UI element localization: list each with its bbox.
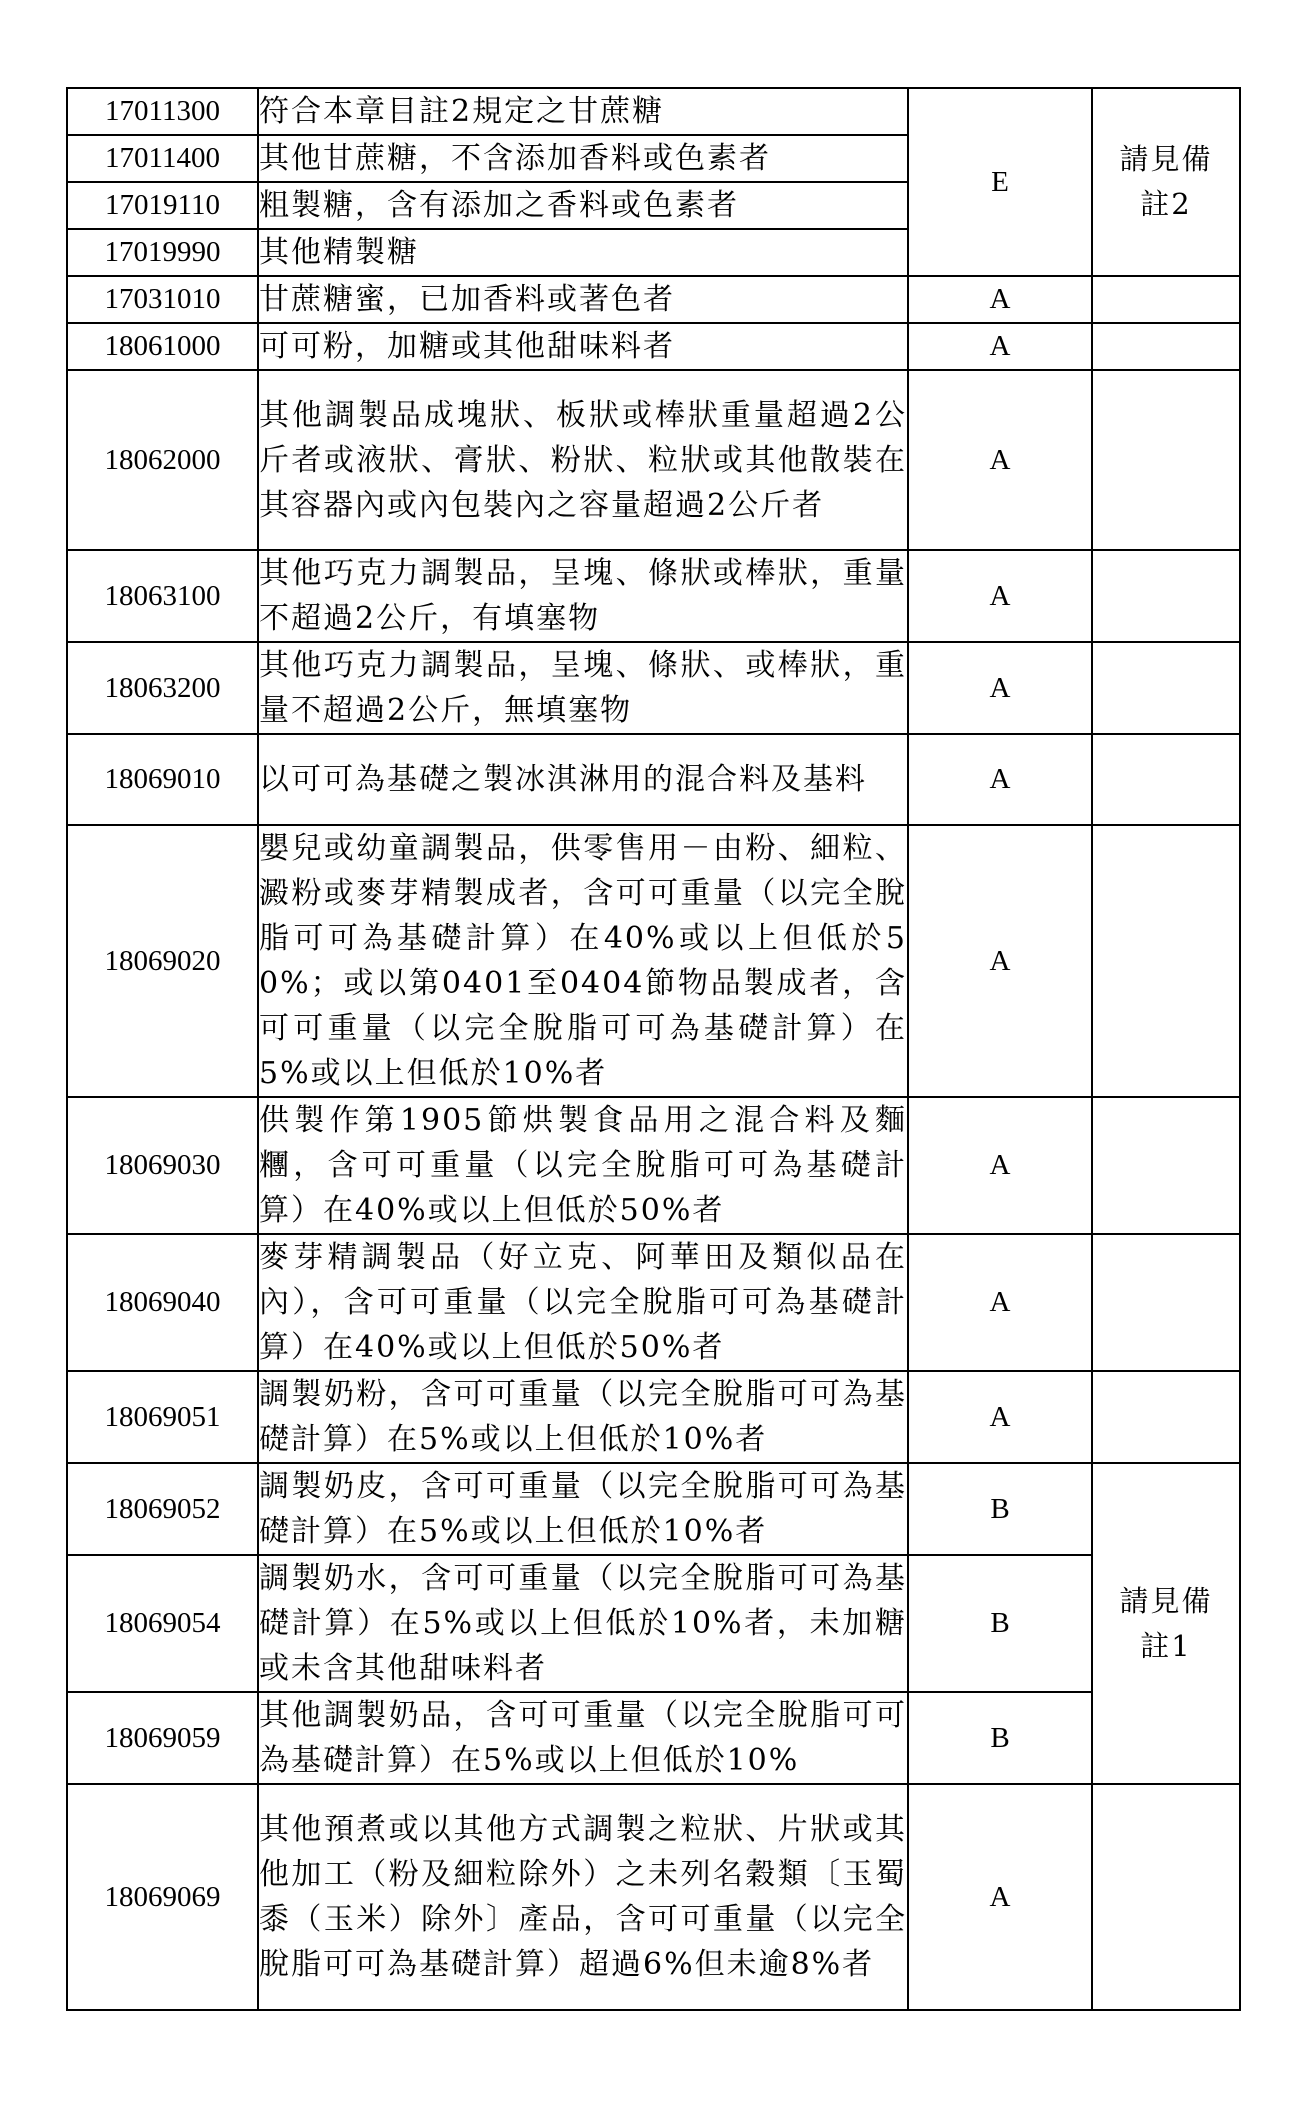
note-cell — [1092, 1463, 1240, 1784]
table-row — [67, 1692, 1240, 1784]
table-row — [67, 550, 1240, 642]
note-cell — [1092, 1371, 1240, 1463]
table-row — [67, 1371, 1240, 1463]
note-cell — [1092, 370, 1240, 550]
note-text-line: 註2 — [1140, 187, 1192, 221]
note-cell — [1092, 88, 1240, 276]
item-description: 甘蔗糖蜜，已加香料或著色者 — [258, 276, 908, 323]
item-description: 其他預煮或以其他方式調製之粒狀、片狀或其他加工（粉及細粒除外）之未列名穀類〔玉蜀黍（玉米）除外〕產品，含可可重量（以完全脫脂可可為基礎計算）超過6%但未逾8%者 — [258, 1784, 908, 2010]
item-description: 其他甘蔗糖，不含添加香料或色素者 — [258, 135, 908, 182]
category-cell: A — [908, 550, 1092, 642]
item-description: 其他調製奶品，含可可重量（以完全脫脂可可為基礎計算）在5%或以上但低於10% — [258, 1692, 908, 1784]
tariff-code: 18063200 — [67, 642, 258, 734]
item-description: 麥芽精調製品（好立克、阿華田及類似品在內），含可可重量（以完全脫脂可可為基礎計算）在40%或以上但低於50%者 — [258, 1234, 908, 1371]
category-cell: A — [908, 276, 1092, 323]
tariff-code: 18069052 — [67, 1463, 258, 1555]
category-cell: A — [908, 370, 1092, 550]
category-cell: B — [908, 1555, 1092, 1692]
table-row — [67, 276, 1240, 323]
table-row — [67, 734, 1240, 825]
note-cell — [1092, 825, 1240, 1097]
item-description: 粗製糖，含有添加之香料或色素者 — [258, 182, 908, 229]
table-row — [67, 642, 1240, 734]
item-description: 其他巧克力調製品，呈塊、條狀或棒狀，重量不超過2公斤，有填塞物 — [258, 550, 908, 642]
item-description: 其他精製糖 — [258, 229, 908, 276]
item-description: 符合本章目註2規定之甘蔗糖 — [258, 88, 908, 135]
tariff-code: 17019990 — [67, 229, 258, 276]
category-cell: A — [908, 1371, 1092, 1463]
table-row — [67, 1097, 1240, 1234]
tariff-code: 18069069 — [67, 1784, 258, 2010]
tariff-code: 18069030 — [67, 1097, 258, 1234]
note-cell — [1092, 1234, 1240, 1371]
item-description: 以可可為基礎之製冰淇淋用的混合料及基料 — [258, 734, 908, 825]
item-description: 供製作第1905節烘製食品用之混合料及麵糰，含可可重量（以完全脫脂可可為基礎計算）在40%或以上但低於50%者 — [258, 1097, 908, 1234]
item-description: 其他巧克力調製品，呈塊、條狀、或棒狀，重量不超過2公斤，無填塞物 — [258, 642, 908, 734]
tariff-code: 17031010 — [67, 276, 258, 323]
item-description: 可可粉，加糖或其他甜味料者 — [258, 323, 908, 370]
note-cell — [1092, 323, 1240, 370]
tariff-code: 18061000 — [67, 323, 258, 370]
tariff-code: 18063100 — [67, 550, 258, 642]
category-cell: A — [908, 825, 1092, 1097]
category-cell: B — [908, 1463, 1092, 1555]
category-cell: A — [908, 323, 1092, 370]
tariff-code: 18069020 — [67, 825, 258, 1097]
item-description: 調製奶水，含可可重量（以完全脫脂可可為基礎計算）在5%或以上但低於10%者，未加糖或未含其他甜味料者 — [258, 1555, 908, 1692]
note-text-line: 請見備 — [1119, 1583, 1213, 1618]
category-cell: E — [908, 88, 1092, 276]
table-row — [67, 1234, 1240, 1371]
note-text-line: 請見備 — [1119, 142, 1213, 176]
category-cell: B — [908, 1692, 1092, 1784]
category-cell: A — [908, 734, 1092, 825]
table-row — [67, 370, 1240, 550]
category-cell: A — [908, 1784, 1092, 2010]
item-description: 調製奶粉，含可可重量（以完全脫脂可可為基礎計算）在5%或以上但低於10%者 — [258, 1371, 908, 1463]
tariff-code: 18069010 — [67, 734, 258, 825]
item-description: 其他調製品成塊狀、板狀或棒狀重量超過2公斤者或液狀、膏狀、粉狀、粒狀或其他散裝在其容器內或內包裝內之容量超過2公斤者 — [258, 370, 908, 550]
note-cell — [1092, 734, 1240, 825]
table-row — [67, 1463, 1240, 1555]
note-text-line: 註1 — [1140, 1628, 1192, 1663]
tariff-code: 18069054 — [67, 1555, 258, 1692]
tariff-code: 17019110 — [67, 182, 258, 229]
item-description: 調製奶皮，含可可重量（以完全脫脂可可為基礎計算）在5%或以上但低於10%者 — [258, 1463, 908, 1555]
item-description: 嬰兒或幼童調製品，供零售用－由粉、細粒、澱粉或麥芽精製成者，含可可重量（以完全脫脂可可為基礎計算）在40%或以上但低於50%；或以第0401至0404節物品製成者，含可可重量（以完全脫脂可可為基礎計算）在5%或以上但低於10%者 — [258, 825, 908, 1097]
category-cell: A — [908, 1097, 1092, 1234]
note-cell — [1092, 550, 1240, 642]
note-cell — [1092, 642, 1240, 734]
category-cell: A — [908, 1234, 1092, 1371]
table-row — [67, 1784, 1240, 2010]
table-row — [67, 1555, 1240, 1692]
tariff-code: 18062000 — [67, 370, 258, 550]
table-row — [67, 323, 1240, 370]
category-cell: A — [908, 642, 1092, 734]
tariff-code: 17011400 — [67, 135, 258, 182]
tariff-code: 18069051 — [67, 1371, 258, 1463]
tariff-table — [66, 87, 1241, 2011]
note-cell — [1092, 1784, 1240, 2010]
table-row — [67, 88, 1240, 135]
tariff-code: 18069059 — [67, 1692, 258, 1784]
tariff-code: 18069040 — [67, 1234, 258, 1371]
note-cell — [1092, 276, 1240, 323]
tariff-code: 17011300 — [67, 88, 258, 135]
note-cell — [1092, 1097, 1240, 1234]
table-row — [67, 825, 1240, 1097]
